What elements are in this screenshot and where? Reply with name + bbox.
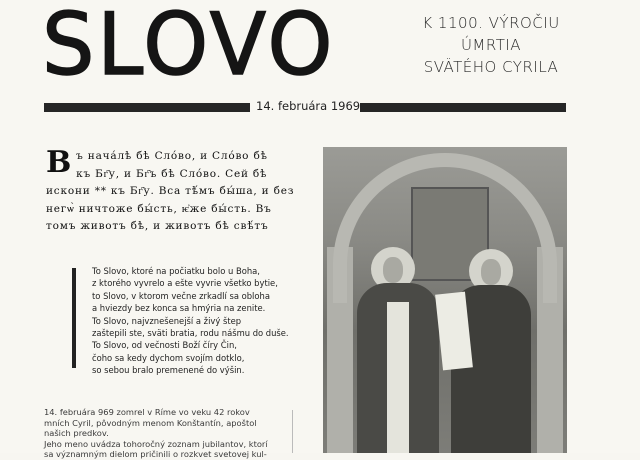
poem-line: to Slovo, v ktorom večne zrkadlí sa obloha — [92, 290, 270, 301]
paragraph-line: sa významným dielom pričinili o rozkvet svetovej kul- — [44, 449, 267, 459]
poem-line: To Slovo, od večnosti Boží číry Čin, — [92, 340, 237, 351]
poem-line: z ktorého vyvrelo a ešte vyvrie všetko bytie, — [92, 278, 278, 289]
face-right — [481, 259, 501, 285]
slavonic-line: къ Бг҃у, и Бг҃ъ бѣ Сло́во. Сей бѣ — [76, 167, 268, 180]
poem-line: a hviezdy bez konca sa hmýria na zenite. — [92, 303, 266, 314]
icon-photograph — [323, 147, 567, 453]
column-divider — [292, 410, 293, 453]
masthead-rule-left — [44, 103, 250, 112]
masthead-rule-right — [360, 103, 566, 112]
masthead-subtitle — [408, 12, 574, 78]
poem-line: To Slovo, ktoré na počiatku bolo u Boha, — [92, 266, 260, 276]
poem-line: zaštepili ste, sväti bratia, rodu nášmu do duše. — [92, 328, 289, 339]
issue-date: 14. februára 1969 — [256, 99, 361, 113]
poem-line: To Slovo, najvznešenejší a živý štep — [92, 315, 242, 326]
intro-paragraph — [44, 407, 288, 460]
slavonic-line: искони ** къ Бг҃у. Вса тѣ́мъ бы́ша, и без — [46, 185, 295, 197]
paragraph-line: našich predkov. — [44, 428, 109, 438]
drop-cap: В — [46, 145, 73, 180]
poem-line: čoho sa kedy dychom svojím dotklo, — [92, 352, 245, 363]
subtitle-line: ÚMRTIA — [460, 36, 522, 54]
slavonic-line: негѡ̀ ничтоже бы́сть, ѥ҆же бы́сть. Въ — [46, 202, 272, 215]
slavonic-line: ъ начáлѣ бѣ Сло́во, и Сло́во бѣ — [76, 150, 268, 162]
poem-line: so sebou bralo premenené do výšin. — [92, 365, 245, 376]
paragraph-line: 14. februára 969 zomrel v Ríme vo veku 42 rokov — [44, 407, 250, 417]
poem — [92, 265, 322, 377]
poem-side-rule — [72, 268, 76, 368]
subtitle-line: SVÄTÉHO CYRILA — [423, 58, 559, 76]
masthead-title: SLOVO — [42, 0, 336, 95]
church-slavonic-passage — [46, 145, 298, 236]
paragraph-line: Jeho meno uvádza tohoročný zoznam jubilantov, ktorí — [44, 438, 268, 449]
slavonic-line: томъ животъ бѣ, и животъ бѣ свѣ́тъ — [46, 220, 269, 232]
face-left — [383, 257, 403, 283]
paragraph-line: mních Cyril, pôvodným menom Konštantín, apoštol — [44, 417, 257, 428]
subtitle-line: K 1100. VÝROČIU — [422, 14, 560, 32]
omophorion-stole — [387, 302, 409, 453]
